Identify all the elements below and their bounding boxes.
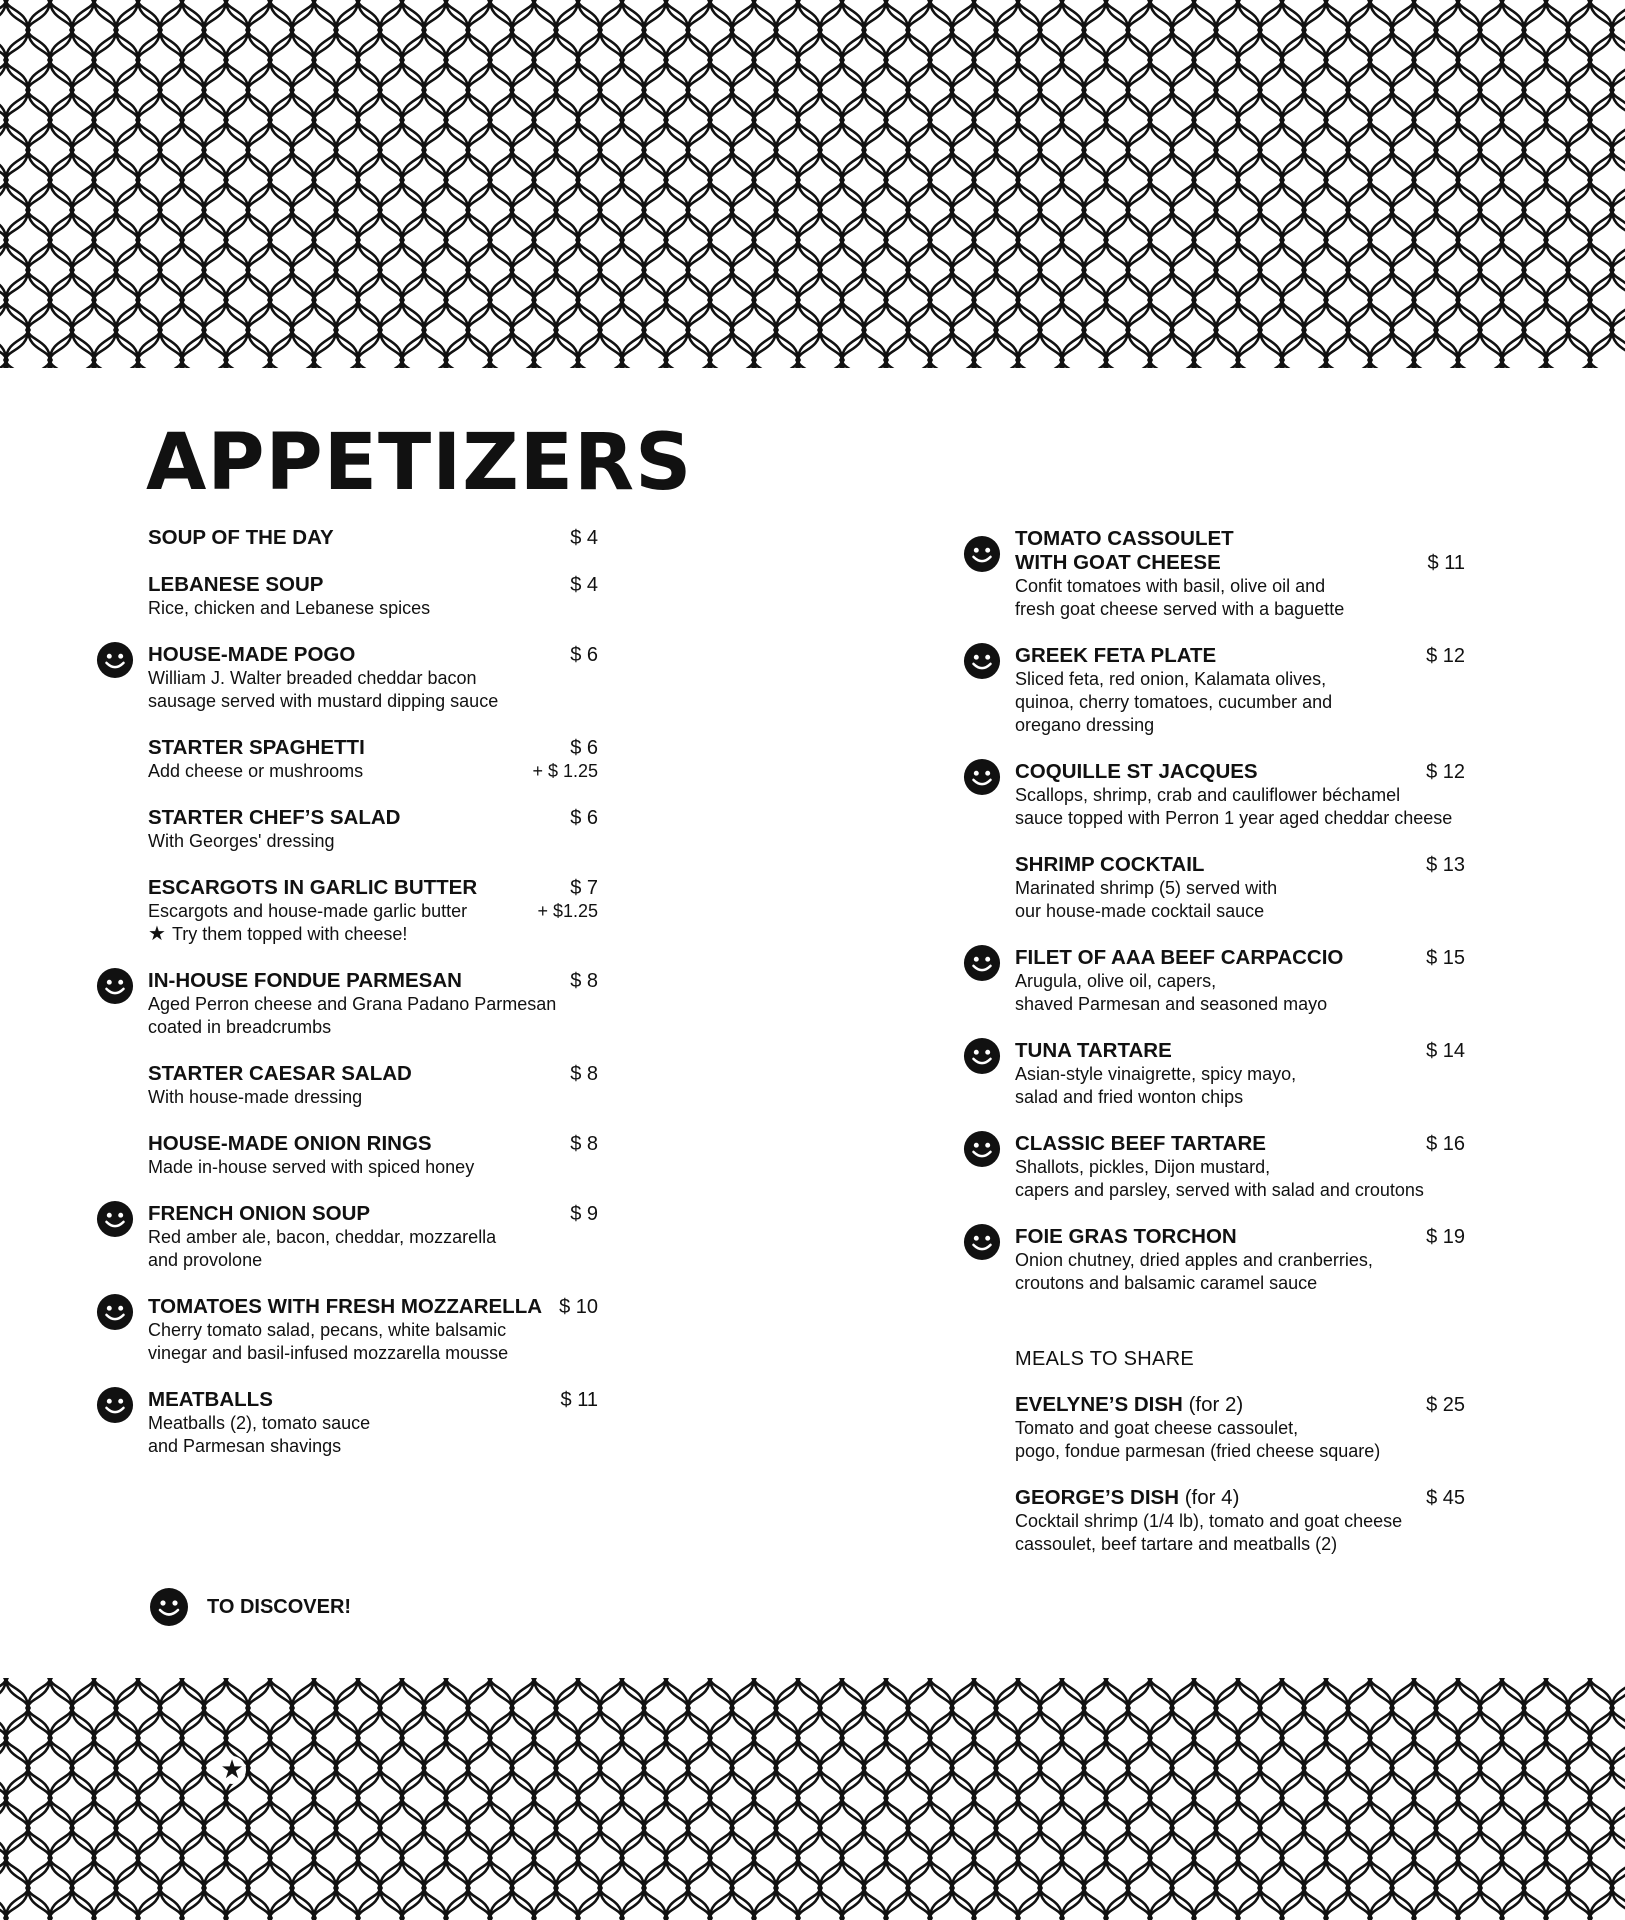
item-name-text: SHRIMP COCKTAIL <box>1015 853 1205 876</box>
item-name-text: TUNA TARTARE <box>1015 1039 1172 1062</box>
item-description: Escargots and house-made garlic butter <box>148 901 468 921</box>
item-name-text: GREEK FETA PLATE <box>1015 644 1217 667</box>
smiley-icon <box>963 535 1001 573</box>
item-price: $ 45 <box>1426 1487 1465 1509</box>
item-description: Rice, chicken and Lebanese spices <box>148 598 431 618</box>
menu-item <box>148 1295 598 1365</box>
item-price: $ 8 <box>570 1133 598 1155</box>
smiley-icon <box>963 1037 1001 1075</box>
item-description: William J. Walter breaded cheddar bacon sausage served with mustard dipping sauce <box>148 668 499 711</box>
item-price: $ 19 <box>1426 1226 1465 1248</box>
item-description: Tomato and goat cheese cassoulet, pogo, fondue parmesan (fried cheese square) <box>1015 1418 1381 1461</box>
item-description: Marinated shrimp (5) served with our house-made cocktail sauce <box>1015 878 1278 921</box>
menu-item <box>148 876 598 946</box>
smiley-icon <box>963 1130 1001 1168</box>
item-name-text: HOUSE-MADE POGO <box>148 643 356 666</box>
smiley-icon <box>96 1200 134 1238</box>
item-name-text: CLASSIC BEEF TARTARE <box>1015 1132 1266 1155</box>
item-name-text: COQUILLE ST JACQUES <box>1015 760 1258 783</box>
item-name <box>1015 853 1465 877</box>
menu-item <box>148 1388 598 1458</box>
smiley-icon <box>149 1587 189 1627</box>
item-name <box>1015 1486 1465 1510</box>
item-name <box>148 643 598 667</box>
menu-column-left <box>148 526 598 1481</box>
item-price: $ 12 <box>1426 645 1465 667</box>
menu-item <box>148 969 598 1039</box>
item-description: Add cheese or mushrooms <box>148 761 364 781</box>
menu-item <box>1015 1393 1465 1463</box>
item-name <box>148 1202 598 1226</box>
menu-item <box>148 643 598 713</box>
item-description: Cherry tomato salad, pecans, white balsamic vinegar and basil-infused mozzarella mousse <box>148 1320 509 1363</box>
section-label-meals-to-share: MEALS TO SHARE <box>1015 1348 1195 1370</box>
item-extra-price: + $ 1.25 <box>532 761 598 781</box>
item-price: $ 11 <box>560 1389 598 1411</box>
item-price: $ 25 <box>1426 1394 1465 1416</box>
menu-item <box>148 1202 598 1272</box>
star-icon: ★ <box>148 923 166 945</box>
item-name <box>148 573 598 597</box>
item-name-text: HOUSE-MADE ONION RINGS <box>148 1132 432 1155</box>
smiley-icon <box>96 967 134 1005</box>
legend <box>149 1587 351 1627</box>
item-description: Meatballs (2), tomato sauce and Parmesan shavings <box>148 1413 371 1456</box>
item-quantity: (for 2) <box>1188 1393 1244 1416</box>
smiley-icon <box>963 758 1001 796</box>
item-name-text: TOMATO CASSOULET WITH GOAT CHEESE <box>1015 527 1234 574</box>
item-price: $ 12 <box>1426 761 1465 783</box>
smiley-icon <box>963 944 1001 982</box>
item-price: $ 14 <box>1426 1040 1465 1062</box>
smiley-icon <box>963 1223 1001 1261</box>
item-name <box>148 1295 598 1319</box>
menu-item <box>1015 1039 1465 1109</box>
item-price: $ 13 <box>1426 854 1465 876</box>
item-price: $ 8 <box>570 1063 598 1085</box>
menu-item <box>1015 527 1465 621</box>
item-name-text: GEORGE’S DISH <box>1015 1486 1180 1509</box>
item-name-text: MEATBALLS <box>148 1388 273 1411</box>
item-description: Confit tomatoes with basil, olive oil and fresh goat cheese served with a baguette <box>1015 576 1345 619</box>
item-name <box>148 1132 598 1156</box>
menu-item <box>148 573 598 620</box>
item-name <box>1015 946 1465 970</box>
item-description: With Georges' dressing <box>148 831 335 851</box>
item-extra-price: + $1.25 <box>537 901 598 921</box>
menu-item <box>1015 1486 1465 1556</box>
smiley-icon <box>96 641 134 679</box>
item-name-text: STARTER SPAGHETTI <box>148 736 365 759</box>
item-price: $ 9 <box>570 1203 598 1225</box>
item-description: Cocktail shrimp (1/4 lb), tomato and goat cheese cassoulet, beef tartare and meatballs (2) <box>1015 1511 1403 1554</box>
item-name <box>148 969 598 993</box>
smiley-icon <box>96 1293 134 1331</box>
item-name <box>148 876 598 900</box>
item-price: $ 4 <box>570 574 598 596</box>
item-name <box>148 526 598 550</box>
item-price: $ 10 <box>559 1296 598 1318</box>
item-name <box>1015 644 1465 668</box>
item-price: $ 4 <box>570 527 598 549</box>
item-price: $ 6 <box>570 644 598 666</box>
item-note-text: Try them topped with cheese! <box>171 924 408 944</box>
item-name-text: SOUP OF THE DAY <box>148 526 334 549</box>
menu-item <box>148 1132 598 1179</box>
item-price: $ 16 <box>1426 1133 1465 1155</box>
item-name-text: LEBANESE SOUP <box>148 573 324 596</box>
menu-item <box>1015 853 1465 923</box>
item-name <box>1015 527 1465 575</box>
item-name <box>1015 1393 1465 1417</box>
item-name-text: STARTER CHEF’S SALAD <box>148 806 401 829</box>
item-description: Aged Perron cheese and Grana Padano Parmesan coated in breadcrumbs <box>148 994 557 1037</box>
star-icon: ★ <box>218 1756 246 1784</box>
menu-item <box>1015 644 1465 737</box>
item-description: Asian-style vinaigrette, spicy mayo, salad and fried wonton chips <box>1015 1064 1297 1107</box>
item-name <box>1015 760 1465 784</box>
menu-item <box>1015 1225 1465 1295</box>
item-name <box>148 1062 598 1086</box>
item-name-text: FILET OF AAA BEEF CARPACCIO <box>1015 946 1344 969</box>
smiley-icon <box>96 1386 134 1424</box>
menu-item <box>1015 1132 1465 1202</box>
item-description: Scallops, shrimp, crab and cauliflower béchamel sauce topped with Perron 1 year aged cheddar cheese <box>1015 785 1453 828</box>
item-name <box>1015 1225 1465 1249</box>
item-name-text: TOMATOES WITH FRESH MOZZARELLA <box>148 1295 543 1318</box>
item-description: Arugula, olive oil, capers, shaved Parmesan and seasoned mayo <box>1015 971 1328 1014</box>
item-price: $ 11 <box>1427 552 1465 574</box>
item-name-text: IN-HOUSE FONDUE PARMESAN <box>148 969 462 992</box>
menu-item <box>1015 760 1465 830</box>
item-name <box>148 736 598 760</box>
menu-column-right <box>1015 527 1465 1579</box>
right-items-list <box>1015 527 1465 1295</box>
menu-item <box>148 1062 598 1109</box>
item-name-text: EVELYNE’S DISH <box>1015 1393 1183 1416</box>
item-description: Made in-house served with spiced honey <box>148 1157 475 1177</box>
item-name-text: FOIE GRAS TORCHON <box>1015 1225 1237 1248</box>
item-price: $ 6 <box>570 737 598 759</box>
menu-item <box>148 806 598 853</box>
item-name <box>1015 1132 1465 1156</box>
menu-item <box>148 736 598 783</box>
item-name-text: STARTER CAESAR SALAD <box>148 1062 412 1085</box>
smiley-icon <box>963 642 1001 680</box>
item-name <box>148 806 598 830</box>
item-name-text: FRENCH ONION SOUP <box>148 1202 371 1225</box>
decorative-pattern-bottom <box>0 1678 1625 1920</box>
item-name-text: ESCARGOTS IN GARLIC BUTTER <box>148 876 478 899</box>
item-description: Onion chutney, dried apples and cranberries, croutons and balsamic caramel sauce <box>1015 1250 1373 1293</box>
item-description: Shallots, pickles, Dijon mustard, capers and parsley, served with salad and croutons <box>1015 1157 1424 1200</box>
decorative-pattern-top <box>0 0 1625 368</box>
item-name <box>1015 1039 1465 1063</box>
item-note <box>148 923 598 946</box>
legend-label: TO DISCOVER! <box>207 1595 352 1618</box>
share-items-list <box>1015 1393 1465 1556</box>
item-quantity: (for 4) <box>1184 1486 1240 1509</box>
item-price: $ 8 <box>570 970 598 992</box>
item-price: $ 15 <box>1426 947 1465 969</box>
menu-item <box>148 526 598 550</box>
item-description: With house-made dressing <box>148 1087 363 1107</box>
item-name <box>148 1388 598 1412</box>
menu-item <box>1015 946 1465 1016</box>
item-description: Red amber ale, bacon, cheddar, mozzarella and provolone <box>148 1227 497 1270</box>
page-title: APPETIZERS <box>146 418 693 508</box>
item-price: $ 6 <box>570 807 598 829</box>
item-description: Sliced feta, red onion, Kalamata olives, quinoa, cherry tomatoes, cucumber and oregano dressing <box>1015 669 1333 735</box>
item-price: $ 7 <box>570 877 598 899</box>
